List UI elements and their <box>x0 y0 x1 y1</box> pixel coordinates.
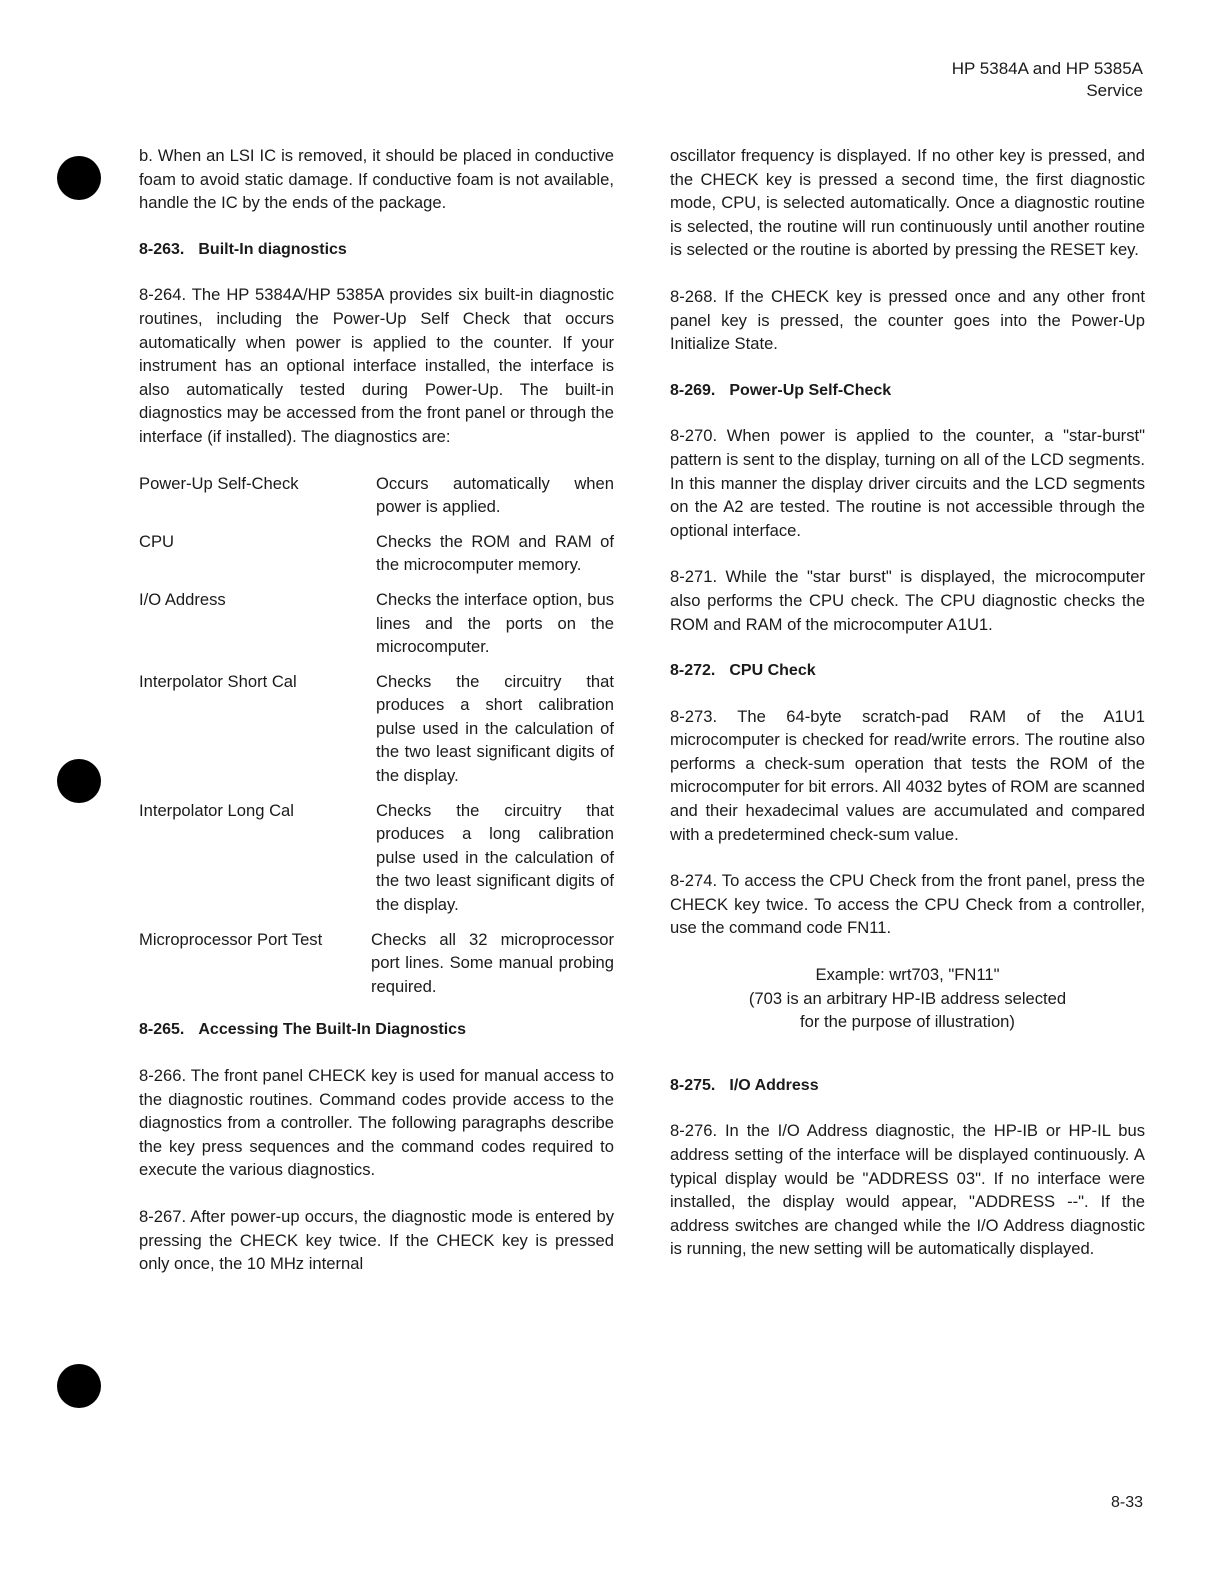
section-heading-8-265 <box>139 1018 614 1042</box>
diagnostic-name: Interpolator Short Cal <box>139 671 297 691</box>
section-heading-8-272 <box>670 659 1145 683</box>
diagnostic-row <box>139 670 614 788</box>
diagnostic-row <box>139 928 614 999</box>
paragraph-8-267: 8-267. After power-up occurs, the diagnostic mode is entered by pressing the CHECK key twice. If the CHECK key is pressed only once, the 10 MHz internal <box>139 1206 614 1274</box>
left-column <box>139 144 614 1299</box>
section-heading-8-263 <box>139 238 614 262</box>
paragraph-8-268: 8-268. If the CHECK key is pressed once and any other front panel key is pressed, the counter goes into the Power-Up Initialize State. <box>670 286 1145 354</box>
diagnostics-list <box>139 472 614 999</box>
binder-hole-middle <box>57 759 101 803</box>
section-title: Built-In diagnostics <box>198 240 347 258</box>
binder-hole-bottom <box>57 1364 101 1408</box>
section-title: I/O Address <box>729 1076 819 1094</box>
section-number: 8-272. <box>670 662 716 680</box>
paragraph-8-276: 8-276. In the I/O Address diagnostic, the HP-IB or HP-IL bus address setting of the interface will be displayed continuously. A typical display would be "ADDRESS 03". If no interface were installed, the display would appear, "ADDRESS --". If the address switches are changed while the I/O Address diagnostic is running, the new setting will be automatically displayed. <box>670 1121 1145 1259</box>
header-section: Service <box>1086 81 1143 100</box>
header-model: HP 5384A and HP 5385A <box>951 59 1143 78</box>
section-number: 8-275. <box>670 1076 716 1094</box>
section-heading-8-269 <box>670 379 1145 403</box>
paragraph-8-271: 8-271. While the "star burst" is displayed, the microcomputer also performs the CPU check. The CPU diagnostic checks the ROM and RAM of the microcomputer A1U1. <box>670 567 1145 634</box>
example-block <box>670 963 1145 1034</box>
section-number: 8-263. <box>139 240 185 258</box>
section-title: Power-Up Self-Check <box>729 381 892 399</box>
diagnostic-description: Checks the circuitry that produces a long calibration pulse used in the calculation of the two least significant digits of the display. <box>376 800 614 915</box>
diagnostic-row <box>139 530 614 577</box>
section-number: 8-269. <box>670 381 716 399</box>
example-note-line-2: for the purpose of illustration) <box>800 1012 1015 1032</box>
example-command: Example: wrt703, "FN11" <box>815 965 1000 985</box>
page-header <box>952 58 1143 102</box>
diagnostic-description: Checks the ROM and RAM of the microcomputer memory. <box>376 531 614 575</box>
right-column <box>670 144 1145 1284</box>
diagnostic-name: Power-Up Self-Check <box>139 473 299 493</box>
diagnostic-description: Checks the circuitry that produces a short calibration pulse used in the calculation of the two least significant digits of the display. <box>376 671 614 786</box>
binder-hole-top <box>57 156 101 200</box>
paragraph-b: b. When an LSI IC is removed, it should be placed in conductive foam to avoid static damage. If conductive foam is not available, handle the IC by the ends of the package. <box>139 146 614 213</box>
section-heading-8-275 <box>670 1074 1145 1098</box>
section-title: Accessing The Built-In Diagnostics <box>198 1021 466 1039</box>
diagnostic-name: Interpolator Long Cal <box>139 800 294 820</box>
section-number: 8-265. <box>139 1021 185 1039</box>
diagnostic-description: Checks the interface option, bus lines and the ports on the microcomputer. <box>376 589 614 657</box>
diagnostic-name: I/O Address <box>139 589 226 609</box>
paragraph-8-274: 8-274. To access the CPU Check from the front panel, press the CHECK key twice. To access the CPU Check from a controller, use the command code FN11. <box>670 871 1145 938</box>
paragraph-8-267-continued: oscillator frequency is displayed. If no other key is pressed, and the CHECK key is pressed a second time, the first diagnostic mode, CPU, is selected automatically. Once a diagnostic routine is selected, the routine will run continuously until another routine is selected or the routine is aborted by pressing the RESET key. <box>670 146 1145 260</box>
diagnostic-row <box>139 799 614 917</box>
diagnostic-description: Occurs automatically when power is applied. <box>376 473 614 517</box>
example-note-line-1: (703 is an arbitrary HP-IB address selected <box>748 988 1067 1008</box>
paragraph-8-264: 8-264. The HP 5384A/HP 5385A provides six built-in diagnostic routines, including the Power-Up Self Check that occurs automatically when power is applied to the counter. If your instrument has an optional interface installed, the interface is also automatically tested during Power-Up. The built-in diagnostics may be accessed from the front panel or through the interface (if installed). The diagnostics are: <box>139 285 614 446</box>
diagnostic-name: Microprocessor Port Test <box>139 929 323 949</box>
diagnostic-description: Checks all 32 microprocessor port lines. Some manual probing required. <box>371 929 614 996</box>
paragraph-8-270: 8-270. When power is applied to the counter, a "star-burst" pattern is sent to the display, turning on all of the LCD segments. In this manner the display driver circuits and the LCD segments on the A2 are tested. The routine is not accessible through the optional interface. <box>670 426 1145 540</box>
diagnostic-row <box>139 588 614 659</box>
paragraph-8-273: 8-273. The 64-byte scratch-pad RAM of the A1U1 microcomputer is checked for read/write errors. The routine also performs a check-sum operation that tests the ROM of the microcomputer for bit errors. All 4032 bytes of ROM are scanned and their hexadecimal values are accumulated and compared with a predetermined check-sum value. <box>670 706 1145 844</box>
section-title: CPU Check <box>729 662 816 680</box>
page-number: 8-33 <box>1110 1494 1143 1511</box>
diagnostic-row <box>139 472 614 519</box>
diagnostic-name: CPU <box>139 531 175 551</box>
paragraph-8-266: 8-266. The front panel CHECK key is used for manual access to the diagnostic routines. Command codes provide access to the diagnostics from a controller. The following paragraphs describe the key press sequences and the command codes required to execute the various diagnostics. <box>139 1066 614 1180</box>
